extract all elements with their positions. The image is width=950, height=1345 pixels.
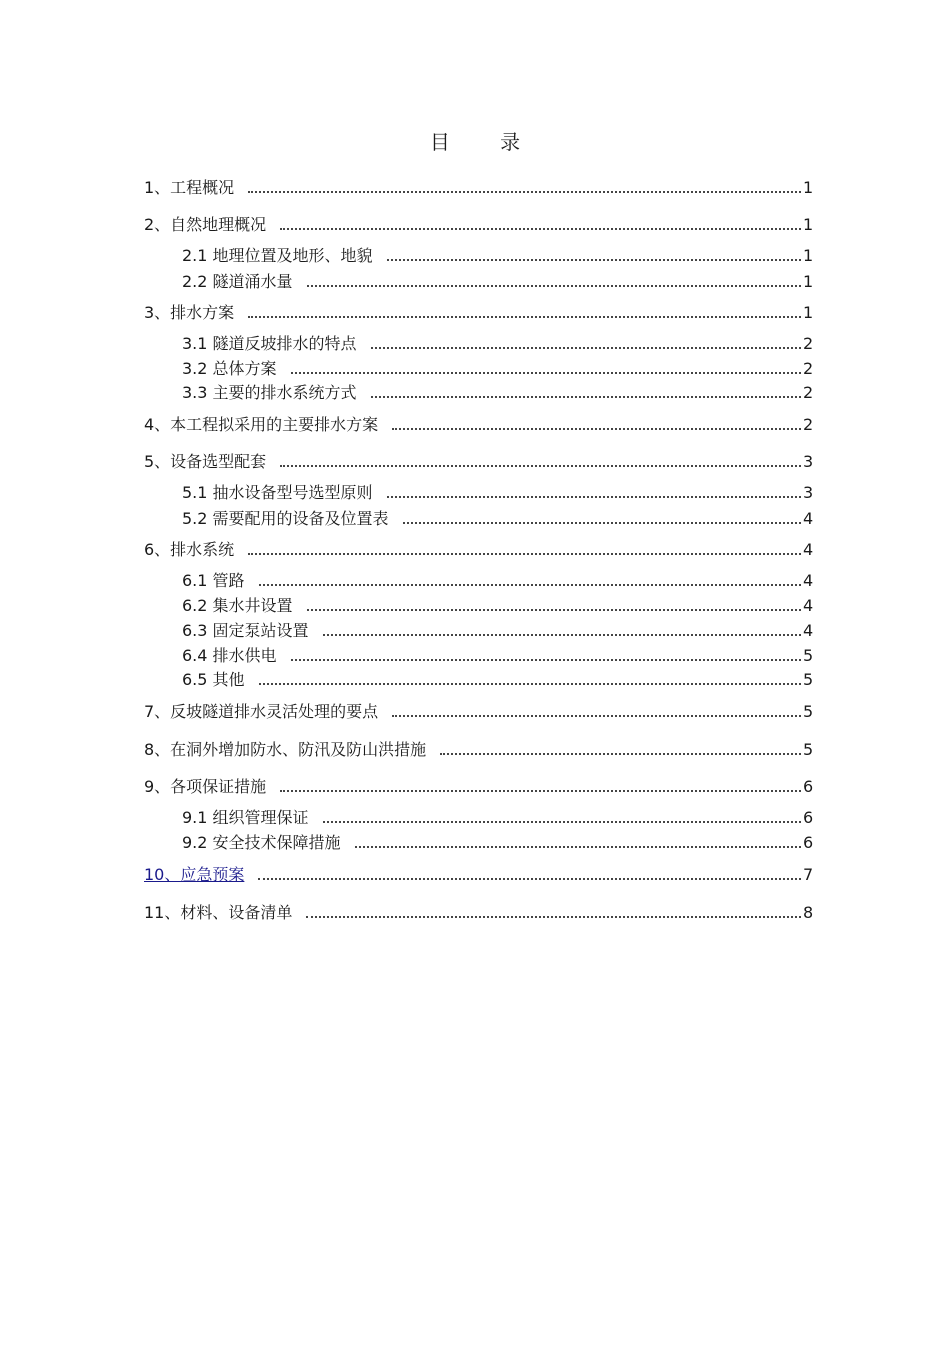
- toc-entry: [144, 700, 815, 722]
- toc-entry-label: 11、材料、设备清单: [144, 903, 293, 922]
- toc-entry-label: 1、工程概况: [144, 178, 235, 197]
- toc-dot-leader: [291, 372, 801, 374]
- toc-dot-leader: [387, 496, 801, 498]
- toc-entry: [182, 569, 815, 591]
- toc-page-number: 6: [803, 808, 814, 827]
- toc-entry: [182, 244, 815, 266]
- toc-entry: [182, 806, 815, 828]
- toc-entry: [182, 507, 815, 529]
- toc-dot-leader: [440, 753, 801, 755]
- toc-page-number: 1: [803, 215, 814, 234]
- toc-page-number: 5: [803, 702, 814, 721]
- toc-dot-leader: [323, 634, 801, 636]
- toc-dot-leader: [248, 191, 801, 193]
- toc-dot-leader: [248, 553, 801, 555]
- toc-entry-label: 3、排水方案: [144, 303, 235, 322]
- toc-dot-leader: [392, 715, 801, 717]
- toc-entry-label: 6、排水系统: [144, 540, 235, 559]
- toc-entry-label: 3.2 总体方案: [182, 359, 277, 378]
- toc-entry: [144, 538, 815, 560]
- toc-entry-label: 9.2 安全技术保障措施: [182, 833, 341, 852]
- toc-page-number: 2: [803, 334, 814, 353]
- toc-dot-leader: [280, 465, 801, 467]
- toc-dot-leader: [248, 316, 801, 318]
- toc-dot-leader: [387, 259, 801, 261]
- toc-entry: [144, 901, 815, 923]
- toc-entry: [182, 619, 815, 641]
- toc-entry-label: 8、在洞外增加防水、防汛及防山洪措施: [144, 740, 427, 759]
- toc-entry-label: 5.2 需要配用的设备及位置表: [182, 509, 389, 528]
- toc-dot-leader: [371, 347, 801, 349]
- toc-entry-label: 7、反坡隧道排水灵活处理的要点: [144, 702, 379, 721]
- toc-dot-leader: [280, 790, 801, 792]
- toc-entry-label: 9、各项保证措施: [144, 777, 267, 796]
- toc-dot-leader: [258, 878, 801, 880]
- toc-page-number: 8: [803, 903, 814, 922]
- toc-entry: [182, 357, 815, 379]
- toc-dot-leader: [403, 522, 801, 524]
- toc-entry: [182, 481, 815, 503]
- toc-title: 目 录: [429, 130, 543, 154]
- toc-entry: [144, 176, 815, 198]
- toc-page-number: 4: [803, 571, 814, 590]
- toc-entry[interactable]: [144, 863, 815, 885]
- toc-dot-leader: [291, 659, 801, 661]
- toc-page-number: 1: [803, 178, 814, 197]
- toc-page-number: 4: [803, 621, 814, 640]
- toc-entry: [182, 668, 815, 690]
- toc-entry: [144, 738, 815, 760]
- toc-entry-link[interactable]: 10、应急预案: [144, 865, 245, 884]
- toc-page-number: 1: [803, 303, 814, 322]
- toc-page-number: 6: [803, 777, 814, 796]
- toc-entry-label: 6.4 排水供电: [182, 646, 277, 665]
- toc-page-number: 2: [803, 359, 814, 378]
- toc-page-number: 5: [803, 740, 814, 759]
- toc-page-number: 4: [803, 509, 814, 528]
- toc-page-number: 4: [803, 596, 814, 615]
- toc-entry-label: 5.1 抽水设备型号选型原则: [182, 483, 373, 502]
- toc-page-number: 6: [803, 833, 814, 852]
- toc-page-number: 5: [803, 646, 814, 665]
- toc-entry-label: 2.1 地理位置及地形、地貌: [182, 246, 373, 265]
- toc-entry-label: 6.5 其他: [182, 670, 245, 689]
- toc-dot-leader: [259, 683, 801, 685]
- toc-entry: [182, 594, 815, 616]
- toc-entry: [144, 213, 815, 235]
- toc-page-number: 3: [803, 452, 814, 471]
- toc-entry: [182, 831, 815, 853]
- toc-entry: [144, 450, 815, 472]
- toc-page-number: 5: [803, 670, 814, 689]
- toc-entry-label: 2、自然地理概况: [144, 215, 267, 234]
- toc-dot-leader: [306, 916, 801, 918]
- toc-entry-label: 3.1 隧道反坡排水的特点: [182, 334, 357, 353]
- toc-entry-label: 9.1 组织管理保证: [182, 808, 309, 827]
- toc-entry: [144, 301, 815, 323]
- toc-page-number: 1: [803, 272, 814, 291]
- toc-entry: [144, 413, 815, 435]
- toc-dot-leader: [307, 285, 801, 287]
- toc-entry-label: 5、设备选型配套: [144, 452, 267, 471]
- toc-page-number: 1: [803, 246, 814, 265]
- toc-page-number: 4: [803, 540, 814, 559]
- toc-entry-label: 4、本工程拟采用的主要排水方案: [144, 415, 379, 434]
- toc-entry: [182, 270, 815, 292]
- toc-page-number: 2: [803, 415, 814, 434]
- toc-dot-leader: [323, 821, 801, 823]
- toc-page-number: 2: [803, 383, 814, 402]
- toc-entry: [182, 644, 815, 666]
- toc-dot-leader: [392, 428, 801, 430]
- toc-entry-label: 3.3 主要的排水系统方式: [182, 383, 357, 402]
- toc-dot-leader: [307, 609, 801, 611]
- toc-entry-label: 6.3 固定泵站设置: [182, 621, 309, 640]
- toc-page-number: 7: [803, 865, 814, 884]
- toc-dot-leader: [280, 228, 801, 230]
- toc-entry-label: 6.2 集水井设置: [182, 596, 293, 615]
- toc-dot-leader: [371, 396, 801, 398]
- toc-entry: [182, 381, 815, 403]
- toc-entry: [182, 332, 815, 354]
- toc-entry: [144, 775, 815, 797]
- toc-entry-label: 2.2 隧道涌水量: [182, 272, 293, 291]
- toc-page-number: 3: [803, 483, 814, 502]
- toc-entry-label: 6.1 管路: [182, 571, 245, 590]
- toc-dot-leader: [355, 846, 801, 848]
- toc-dot-leader: [259, 584, 801, 586]
